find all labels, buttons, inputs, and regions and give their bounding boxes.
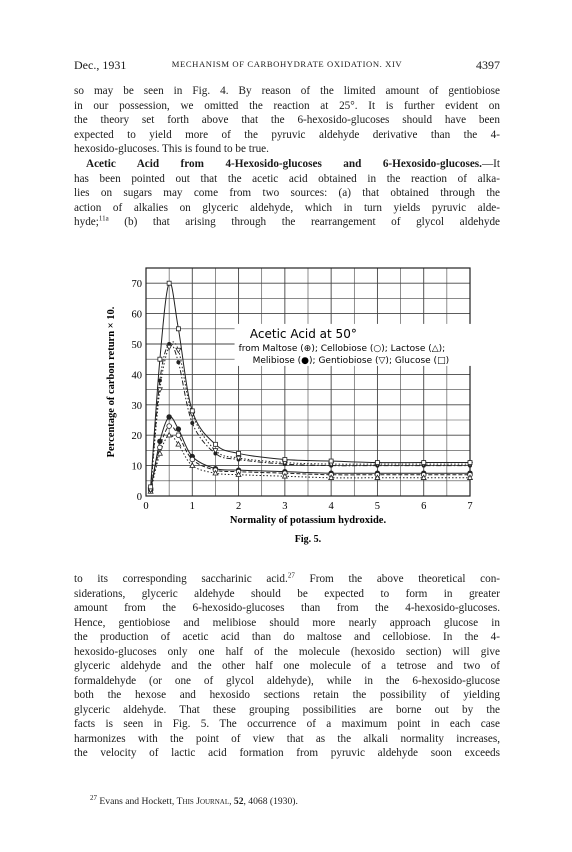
point-glucose (375, 461, 379, 465)
point-glucose (213, 442, 217, 446)
text-fragment: From the above theoretical con- (309, 573, 501, 585)
y-axis-label: Percentage of carbon return × 10. (106, 306, 117, 458)
text-line: Hence, gentiobiose and melibiose should more nearly approach glucose in (74, 616, 500, 629)
text-line (74, 572, 500, 587)
text-line: the production of acetic acid than do maltose and cellobiose. In the 4- (74, 631, 500, 643)
point-glucose (167, 281, 171, 285)
x-tick-label: 4 (328, 501, 334, 512)
header-date: Dec., 1931 (74, 58, 127, 72)
text-line: the theory set forth above that the 6-hexosido-glucoses should have been (74, 114, 500, 126)
page-number: 4397 (476, 58, 500, 72)
x-tick-label: 7 (467, 501, 473, 512)
chart-labels (106, 279, 496, 545)
text-line: expected to yield more of the pyruvic aldehyde derivative than the 4- (74, 128, 500, 141)
running-header (74, 58, 500, 74)
figure-5 (96, 260, 496, 552)
y-tick-label: 40 (131, 370, 142, 382)
text-line: action of alkalies on glyceric aldehyde, which in turn yields pyruvic alde- (74, 201, 500, 214)
text-line: so may be seen in Fig. 4. By reason of the limited amount of gentiobiose (74, 85, 500, 97)
point-maltose (167, 415, 172, 420)
text-line: the velocity of lactic acid formation from pyruvic aldehyde soon exceeds (74, 747, 500, 759)
point-melibiose (190, 421, 194, 425)
text-fragment: to its corresponding saccharinic acid. (74, 573, 288, 585)
point-glucose (468, 461, 472, 465)
y-tick-label: 0 (136, 492, 142, 503)
text-line: glyceric aldehyde. That these grouping possibilities are borne out by the (74, 703, 500, 716)
point-glucose (283, 458, 287, 462)
y-tick-label: 60 (131, 309, 142, 321)
x-tick-label: 1 (189, 501, 195, 512)
text-line: formaldehyde (or one of glycol aldehyde), while in the 6-hexosido-glucose (74, 674, 500, 687)
section-heading: Acetic Acid from 4-Hexosido-glucoses and 6-Hexosido-glucoses. (86, 158, 482, 170)
paragraph-2 (74, 157, 500, 230)
text-line: both the hexose and hexosido sections retain the possibility of yielding (74, 689, 500, 701)
text-fragment: (b) that arising through the rearrangement of glycol aldehyde (108, 216, 500, 228)
x-tick-label: 3 (282, 501, 288, 512)
point-maltose (176, 427, 181, 432)
acetic-acid-chart (96, 260, 496, 552)
x-tick-label: 5 (374, 501, 381, 512)
text-line: harmonizes with the point of view that as the alkali normality increases, (74, 732, 500, 745)
point-glucose (176, 327, 180, 331)
figure-caption: Fig. 5. (294, 534, 322, 545)
text-line: lies on sugars may come from two sources: (a) that obtained through the (74, 187, 500, 199)
text-line: in our possession, we omitted the reaction at 25°. It is further evident on (74, 99, 500, 112)
text-line (74, 215, 500, 230)
reference-mark: 27 (287, 571, 295, 580)
point-glucose (422, 461, 426, 465)
text-fragment: —It (481, 158, 500, 170)
footnote-journal: This Journal (176, 796, 230, 807)
point-glucose (237, 451, 241, 455)
text-line: hexosido-glucoses. This is found to be true. (74, 143, 269, 155)
y-tick-label: 10 (131, 461, 142, 473)
point-cellobiose (167, 424, 172, 429)
footnote-mark: 27 (90, 793, 97, 802)
x-tick-label: 0 (143, 501, 149, 512)
point-glucose (149, 485, 153, 489)
header-title: MECHANISM OF CARBOHYDRATE OXIDATION. XIV (171, 59, 403, 69)
text-line: has been pointed out that the acetic acid obtained in the reaction of alka- (74, 172, 500, 185)
x-tick-label: 2 (235, 501, 242, 512)
text-line: amount from the 6-hexosido-glucoses than from the 4-hexosido-glucoses. (74, 602, 500, 614)
text-fragment: hyde; (74, 216, 99, 228)
point-glucose (158, 357, 162, 361)
footnote-authors: Evans and Hockett, (99, 796, 177, 807)
x-axis-label: Normality of potassium hydroxide. (229, 515, 387, 526)
reference-mark: 11a (98, 214, 109, 223)
y-tick-label: 70 (131, 279, 142, 291)
paragraph-1 (74, 84, 500, 157)
point-glucose (329, 459, 333, 463)
footnote-27: $^{27}$ Evans and Hockett, This Journal, 52, 4068 (1930). (90, 793, 298, 807)
x-tick-label: 6 (421, 501, 427, 512)
y-tick-label: 20 (131, 431, 142, 443)
point-gentiobiose (176, 348, 181, 352)
point-glucose (190, 409, 194, 413)
point-gentiobiose (213, 449, 218, 453)
y-tick-label: 30 (131, 400, 142, 412)
footnote-pages: , 4068 (1930). (243, 796, 298, 807)
legend-line: from Maltose (⊕); Cellobiose (○); Lactose (△); (238, 343, 446, 354)
point-cellobiose (190, 457, 195, 462)
text-line: facts is seen in Fig. 5. The occurrence of a maximum point in each case (74, 718, 500, 730)
y-tick-label: 50 (131, 340, 142, 351)
text-line (74, 157, 500, 172)
text-line: siderations, glyceric aldehyde should be expected to form in greater (74, 587, 500, 600)
footnote-volume: 52 (233, 796, 244, 807)
paragraph-3 (74, 572, 500, 761)
text-line: glyceric aldehyde and the other half one molecule of a tetrose and two of (74, 660, 500, 672)
legend-line: Melibiose (●); Gentiobiose (▽); Glucose (□) (252, 355, 450, 366)
point-cellobiose (158, 445, 163, 450)
point-gentiobiose (167, 345, 172, 349)
point-cellobiose (176, 433, 181, 438)
chart-title: Acetic Acid at 50° (249, 326, 357, 341)
point-melibiose (176, 360, 180, 364)
text-line: hexosido-glucoses only one half of the molecule (hexosido section) will give (74, 645, 500, 658)
